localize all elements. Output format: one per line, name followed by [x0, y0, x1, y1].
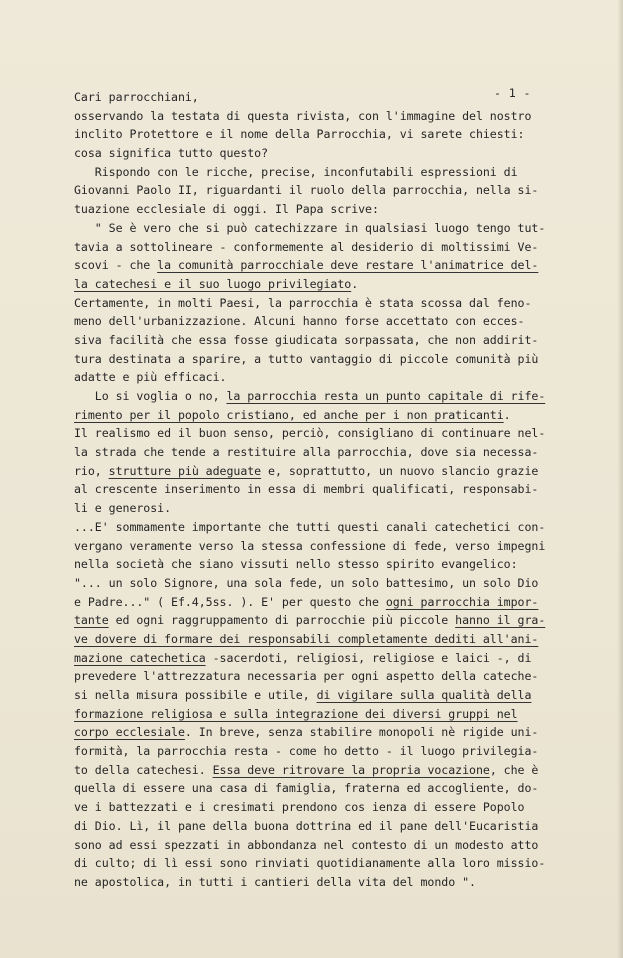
text-line — [74, 275, 544, 294]
text-segment: tuazione ecclesiale di oggi. Il Papa scrive: — [74, 202, 379, 217]
text-line — [74, 88, 544, 107]
text-segment: to della catechesi. — [74, 762, 213, 777]
text-segment: ne apostolica, in tutti i cantieri della vita del mondo ". — [74, 874, 476, 889]
text-line — [74, 499, 544, 518]
text-line — [74, 368, 544, 387]
underlined-text: ve dovere di formare dei responsabili completamente dediti all'ani- — [74, 631, 539, 646]
underlined-text: corpo ecclesiale — [74, 725, 185, 740]
text-line — [74, 537, 544, 556]
underlined-text: di vigilare sulla qualità della — [316, 688, 532, 702]
text-segment: Rispondo con le ricche, precise, inconfutabili espressioni di — [74, 164, 518, 179]
text-line — [74, 761, 544, 780]
text-segment: Lo si voglia o no, — [74, 389, 227, 403]
underlined-text: rimento per il popolo cristiano, ed anche per i non praticanti — [74, 407, 504, 422]
underlined-text: formazione religiosa e sulla integrazione dei diversi gruppi nel — [74, 706, 518, 721]
underlined-text: la comunità parrocchiale deve restare l'animatrice del- — [157, 258, 539, 273]
text-segment: la strada che tende a restituire alla parrocchia, dove sia necessa- — [74, 445, 539, 460]
underlined-text: hanno il gra- — [455, 613, 546, 628]
text-line — [74, 854, 544, 873]
text-line — [74, 312, 544, 331]
text-line — [74, 406, 544, 425]
text-segment: "... un solo Signore, una sola fede, un solo battesimo, un solo Dio — [74, 575, 539, 590]
text-segment: meno dell'urbanizzazione. Alcuni hanno forse accettato con ecces- — [74, 314, 525, 329]
text-line — [74, 555, 544, 574]
text-line — [74, 817, 544, 836]
text-line — [74, 256, 544, 275]
text-line — [74, 705, 544, 724]
text-segment: tavia a sottolineare - conformemente al desiderio di moltissimi Ve- — [74, 239, 539, 254]
text-segment: rio, — [74, 463, 109, 478]
underlined-text: mazione catechetica — [74, 650, 206, 665]
text-segment: . In breve, senza stabilire monopoli nè rigide uni- — [184, 725, 539, 740]
text-line — [74, 163, 544, 182]
text-line — [74, 836, 544, 855]
text-line — [74, 723, 544, 742]
text-segment: Giovanni Paolo II, riguardanti il ruolo della parrocchia, nella si- — [74, 183, 539, 198]
text-line — [74, 480, 544, 499]
text-segment: vergano veramente verso la stessa confessione di fede, verso impegni — [74, 538, 546, 553]
underlined-text: ogni parrocchia impor- — [385, 594, 539, 609]
text-segment: Il realismo ed il buon senso, perciò, consigliano di continuare nel- — [74, 426, 546, 441]
text-line — [74, 667, 544, 686]
text-segment: Cari parrocchiani, — [74, 90, 199, 104]
text-line — [74, 611, 544, 630]
text-line — [74, 331, 544, 350]
text-line — [74, 462, 544, 481]
text-segment: cosa significa tutto questo? — [74, 146, 269, 161]
text-segment: formità, la parrocchia resta - come ho detto - il luogo privilegia- — [74, 744, 539, 759]
text-segment: al crescente inserimento in essa di membri qualificati, responsabi- — [74, 482, 539, 497]
text-segment: siva facilità che essa fosse giudicata sorpassata, che non addirit- — [74, 332, 539, 347]
text-line — [74, 518, 544, 537]
text-segment: " Se è vero che si può catechizzare in qualsiasi luogo tengo tut- — [74, 220, 546, 235]
text-segment: e Padre..." ( Ef.4,5ss. ). E' per questo che — [74, 594, 386, 609]
text-line — [74, 125, 544, 144]
text-segment: prevedere l'attrezzatura necessaria per ogni aspetto della cateche- — [74, 669, 539, 684]
text-line — [74, 873, 544, 892]
underlined-text: Essa deve ritrovare la propria vocazione — [212, 762, 490, 777]
text-segment: quella di essere una casa di famiglia, fraterna ed accogliente, do- — [74, 781, 539, 796]
text-line — [74, 649, 544, 668]
text-segment: scovi - che — [74, 258, 158, 273]
text-line — [74, 742, 544, 761]
text-segment: di Dio. Lì, il pane della buona dottrina ed il pane dell'Eucaristia — [74, 818, 539, 833]
text-segment: ed ogni raggruppamento di parrocchie più piccole — [108, 613, 456, 628]
text-line — [74, 424, 544, 443]
text-segment: tura destinata a sparire, a tutto vantaggio di piccole comunità più — [74, 351, 539, 366]
text-segment: Certamente, in molti Paesi, la parrocchia è stata scossa dal feno- — [74, 295, 532, 310]
text-line — [74, 779, 544, 798]
text-line — [74, 294, 544, 313]
text-segment: inclito Protettore e il nome della Parrocchia, vi sarete chiesti: — [74, 127, 525, 142]
text-segment: ...E' sommamente importante che tutti questi canali catechetici con- — [74, 519, 546, 534]
text-line — [74, 200, 544, 219]
text-line — [74, 574, 544, 593]
text-segment: sono ad essi spezzati in abbondanza nel contesto di un modesto atto — [74, 837, 539, 852]
text-line — [74, 630, 544, 649]
text-line — [74, 107, 544, 126]
underlined-text: la parrocchia resta un punto capitale di rife- — [226, 389, 546, 403]
text-segment: e, soprattutto, un nuovo slancio grazie — [261, 463, 539, 478]
text-line — [74, 798, 544, 817]
text-segment: nella società che siano vissuti nello stesso spirito evangelico: — [74, 557, 518, 572]
underlined-text: la catechesi e il suo luogo privilegiato — [74, 276, 352, 291]
text-line — [74, 593, 544, 612]
text-line — [74, 181, 544, 200]
text-segment: ve i battezzati e i cresimati prendono cos ienza di essere Popolo — [74, 800, 525, 815]
underlined-text: tante — [74, 613, 109, 628]
underlined-text: strutture più adeguate — [108, 463, 262, 478]
text-segment: -sacerdoti, religiosi, religiose e laici -, di — [205, 650, 532, 665]
text-line — [74, 350, 544, 369]
letter-body — [74, 88, 544, 892]
text-segment: li e generosi. — [74, 501, 172, 516]
text-line — [74, 686, 544, 705]
text-line — [74, 443, 544, 462]
text-segment: . — [503, 407, 511, 422]
text-segment: . — [351, 276, 359, 291]
page-number: - 1 - — [494, 86, 531, 100]
text-line — [74, 238, 544, 257]
text-segment: adatte e più efficaci. — [74, 370, 227, 385]
text-segment: , che è — [489, 762, 539, 777]
text-segment: di culto; di lì essi sono rinviati quotidianamente alla loro missio- — [74, 856, 546, 871]
text-segment: osservando la testata di questa rivista, con l'immagine del nostro — [74, 108, 532, 123]
text-line — [74, 144, 544, 163]
text-line — [74, 387, 544, 406]
text-segment: si nella misura possibile e utile, — [74, 688, 317, 702]
text-line — [74, 219, 544, 238]
